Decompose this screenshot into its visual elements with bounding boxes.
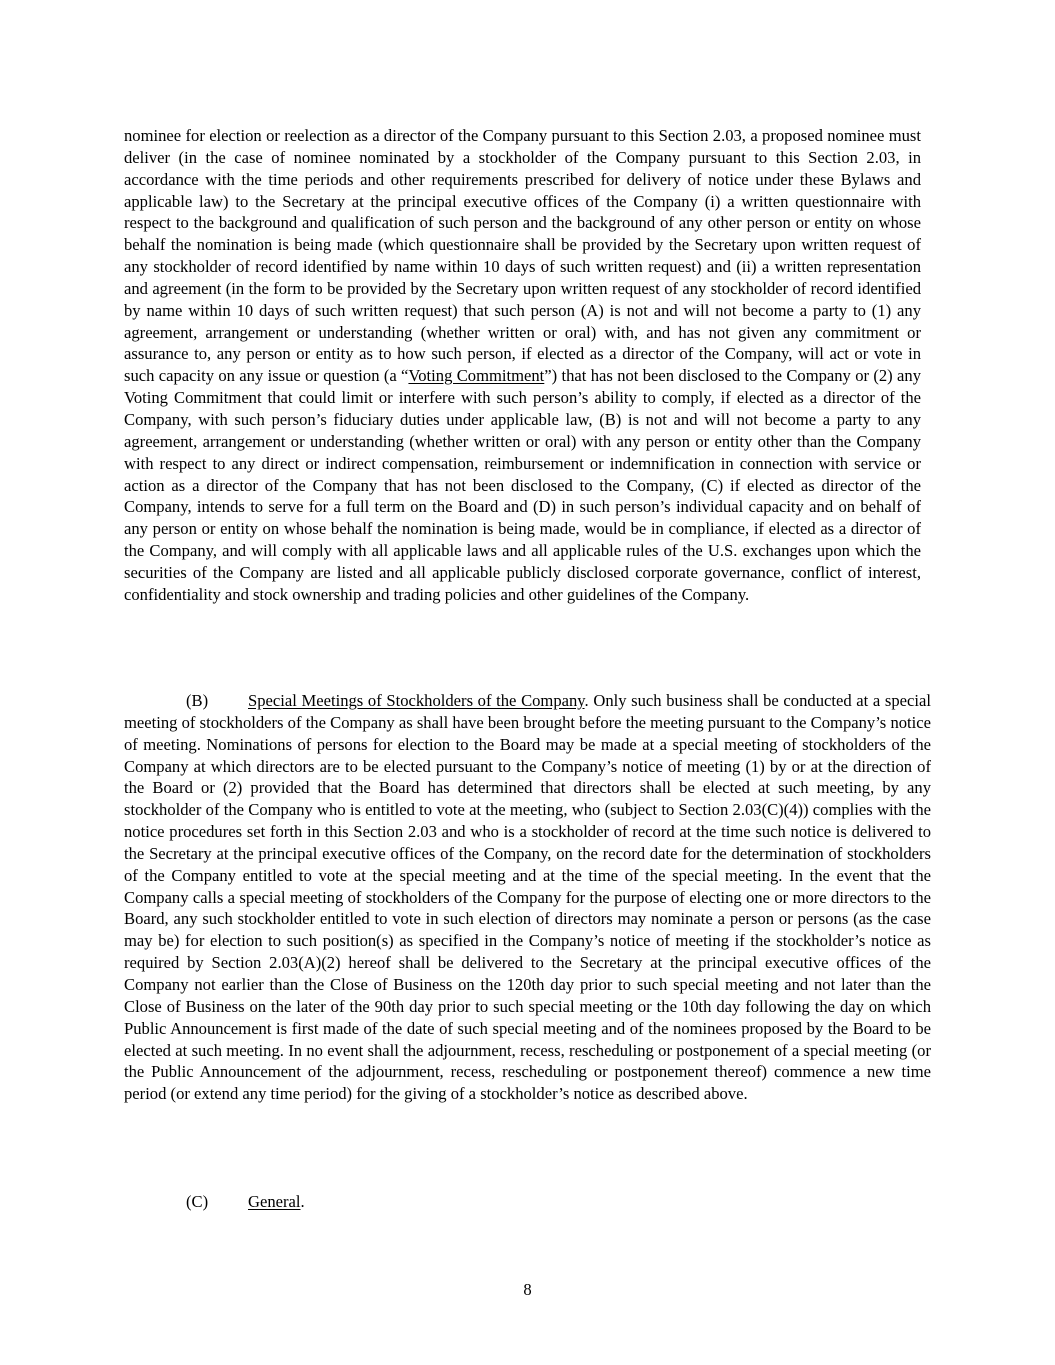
- section-heading-special-meetings: Special Meetings of Stockholders of the Company: [248, 691, 585, 710]
- defined-term-voting-commitment: Voting Commitment: [408, 366, 545, 386]
- section-label-b: (B): [186, 691, 209, 710]
- section-label-c: (C): [186, 1192, 209, 1211]
- paragraph-special-meetings: [124, 690, 931, 1105]
- paragraph-body-special-meetings: . Only such business shall be conducted at a special meeting of stockholders of the Company as shall have been brought before the meeting pursuant to the Company’s notice of meeting. Nominations of persons for election to the Board may be made at a special meeting of stockholders of the Company at which directors are to be elected pursuant to the Company’s notice of meeting (1) by or at the direction of the Board or (2) provided that the Board has determined that directors shall be elected at such meeting, by any stockholder of the Company who is entitled to vote at the meeting, who (subject to Section 2.03(C)(4)) complies with the notice procedures set forth in this Section 2.03 and who is a stockholder of record at the time such notice is delivered to the Secretary at the principal executive offices of the Company, on the record date for the determination of stockholders of the Company entitled to vote at the special meeting and at the time of the special meeting. In the event that the Company calls a special meeting of stockholders of the Company for the purpose of electing one or more directors to the Board, any such stockholder entitled to vote in such election of directors may nominate a person or persons (as the case may be) for election to such position(s) as specified in the Company’s notice of meeting if the stockholder’s notice as required by Section 2.03(A)(2) hereof shall be delivered to the Secretary at the principal executive offices of the Company not earlier than the Close of Business on the 120th day prior to such special meeting and not later than the Close of Business on the later of the 90th day prior to such special meeting or the 10th day following the day on which Public Announcement is first made of the date of such special meeting and of the nominees proposed by the Board to be elected at such meeting. In no event shall the adjournment, recess, rescheduling or postponement of a special meeting (or the Public Announcement of the adjournment, recess, rescheduling or postponement thereof) commence a new time period (or extend any time period) for the giving of a stockholder’s notice as described above.: [124, 691, 931, 1104]
- document-page: [124, 125, 931, 1211]
- section-general: [124, 1191, 921, 1213]
- section-heading-general-period: .: [300, 1192, 305, 1211]
- paragraph-text-part1: nominee for election or reelection as a director of the Company pursuant to this Section 2.03, a proposed nominee must deliver (in the case of nominee nominated by a stockholder of the Company pursuant to this Section 2.03, in accordance with the time periods and other requirements prescribed for delivery of notice under these Bylaws and applicable law) to the Secretary at the principal executive offices of the Company (i) a written questionnaire with respect to the background and qualification of such person and the background of any other person or entity on whose behalf the nomination is being made (which questionnaire shall be provided by the Secretary upon written request of any stockholder of record identified by name within 10 days of such written request) and (ii) a written representation and agreement (in the form to be provided by the Secretary upon written request of any stockholder of record identified by name within 10 days of such written request) that such person (A) is not and will not become a party to (1) any agreement, arrangement or understanding (whether written or oral) with, and has not given any commitment or assurance to, any person or entity as to how such person, if elected as a director of the Company, will act or vote in such capacity on any issue or question (a “: [124, 126, 921, 386]
- page-number: 8: [523, 1280, 532, 1299]
- section-heading-general: General: [248, 1192, 301, 1211]
- paragraph-nominee-requirements: [124, 125, 921, 606]
- paragraph-text-part2: ”) that has not been disclosed to the Company or (2) any Voting Commitment that could limit or interfere with such person’s ability to comply, if elected as a director of the Company, with such person’s fiduciary duties under applicable law, (B) is not and will not become a party to any agreement, arrangement or understanding (whether written or oral) with any person or entity other than the Company with respect to any direct or indirect compensation, reimbursement or indemnification in connection with service or action as a director of the Company that has not been disclosed to the Company, (C) if elected as director of the Company, intends to serve for a full term on the Board and (D) in such person’s individual capacity and on behalf of any person or entity on whose behalf the nomination is being made, would be in compliance, if elected as a director of the Company, and will comply with all applicable laws and all applicable rules of the U.S. exchanges upon which the securities of the Company are listed and all applicable publicly disclosed corporate governance, conflict of interest, confidentiality and stock ownership and trading policies and other guidelines of the Company.: [124, 366, 921, 604]
